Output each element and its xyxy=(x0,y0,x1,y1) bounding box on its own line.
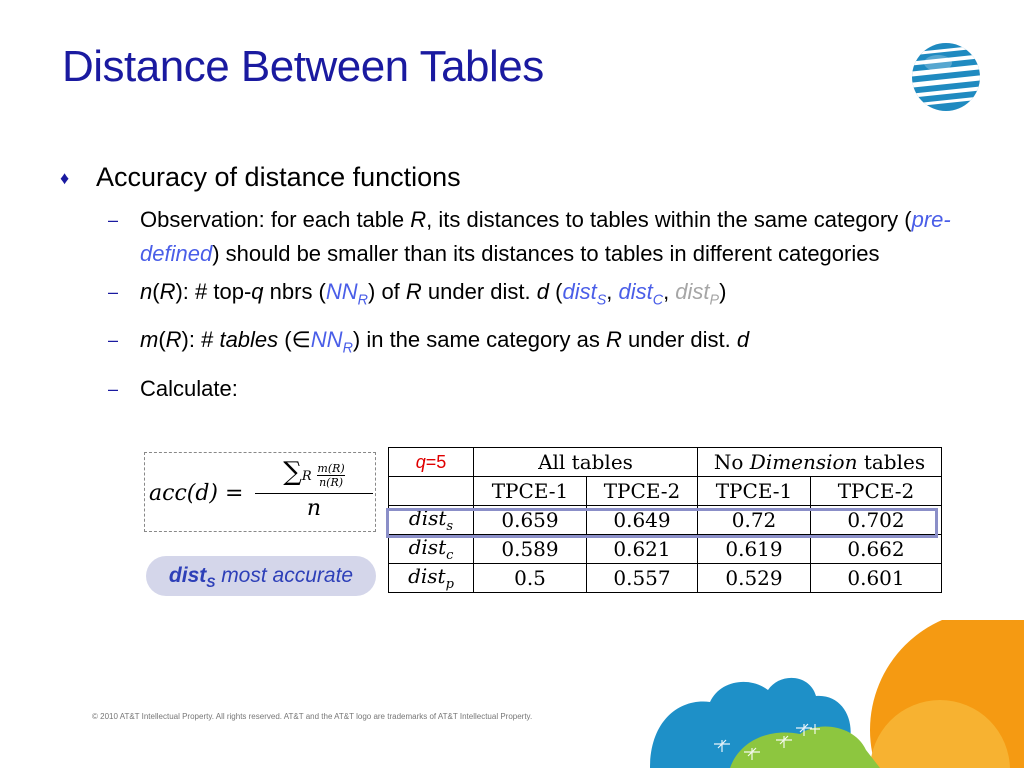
n-var: n xyxy=(140,279,153,304)
col-header: TPCE-2 xyxy=(811,477,942,506)
n-dist-c: dist xyxy=(618,279,653,304)
copyright-footer: © 2010 AT&T Intellectual Property. All rights reserved. AT&T and the AT&T logo are trademarks of AT&T Intellectual Property. xyxy=(92,712,533,721)
table-header-row xyxy=(389,448,942,477)
n-q: q xyxy=(251,279,264,304)
dash-bullet-icon: – xyxy=(108,378,119,399)
n-dist-s-sub: S xyxy=(596,292,607,309)
m-r: R xyxy=(165,327,182,353)
table-cell: 0.72 xyxy=(698,506,811,535)
table-cell: 0.659 xyxy=(474,506,587,535)
n-p6: ( xyxy=(549,279,563,304)
n-p7: ) xyxy=(719,279,727,304)
bullet-n-def xyxy=(60,275,980,317)
row-label: dist$_c$ xyxy=(389,535,474,564)
n-p1: ( xyxy=(152,279,160,304)
table-cell: 0.5 xyxy=(474,564,587,593)
att-globe-logo xyxy=(910,41,982,113)
formula-inner-den: n(R) xyxy=(319,475,344,489)
bullet-calculate xyxy=(60,372,980,406)
bullet-main xyxy=(60,162,980,193)
m-nn: NN xyxy=(310,327,343,353)
table-cell: 0.619 xyxy=(698,535,811,564)
accuracy-formula xyxy=(144,452,376,532)
n-p2: ): # top- xyxy=(175,279,252,304)
formula-numerator xyxy=(255,457,373,494)
table-row xyxy=(389,506,942,535)
obs-r: R xyxy=(410,207,427,232)
table-cell: 0.529 xyxy=(698,564,811,593)
n-p4: ) of xyxy=(368,279,406,304)
col-header: TPCE-1 xyxy=(698,477,811,506)
m-p4: ) in the same category as xyxy=(352,327,607,353)
formula-inner-num: m(R) xyxy=(317,461,345,475)
n-nn: NN xyxy=(325,279,358,304)
bullet-m-def xyxy=(60,323,980,365)
table-row xyxy=(389,535,942,564)
row-label: dist$_s$ xyxy=(389,506,474,535)
m-p3: (∈ xyxy=(278,327,311,353)
calc-text: Calculate: xyxy=(140,375,238,401)
col-header: TPCE-1 xyxy=(474,477,587,506)
n-p3: nbrs ( xyxy=(263,279,326,304)
formula-fraction xyxy=(255,457,373,521)
group-no-dimension xyxy=(698,448,942,477)
group2-b: Dimension xyxy=(749,450,858,474)
note-pill xyxy=(146,556,376,596)
cloud-decoration xyxy=(640,620,1024,768)
n-dist-c-sub: C xyxy=(652,292,664,309)
table-cell: 0.589 xyxy=(474,535,587,564)
m-var: m xyxy=(140,327,159,353)
obs-predefined: pre-defined xyxy=(140,207,951,266)
m-nn-sub: R xyxy=(342,340,353,357)
formula-lhs: acc(d) = xyxy=(149,481,244,506)
empty-cell xyxy=(389,477,474,506)
n-dist-p: dist xyxy=(675,279,710,304)
table-cell: 0.702 xyxy=(811,506,942,535)
table-cell: 0.557 xyxy=(587,564,698,593)
formula-denominator: n xyxy=(306,495,322,521)
dash-bullet-icon: – xyxy=(108,282,119,302)
diamond-bullet-icon: ♦ xyxy=(60,168,70,188)
dash-bullet-icon: – xyxy=(108,330,119,351)
obs-text-b: , its distances to tables within the same category ( xyxy=(426,207,912,232)
obs-text-a: Observation: for each table xyxy=(140,207,411,232)
formula-sum: ∑ xyxy=(283,457,302,487)
slide-body xyxy=(60,162,980,406)
bullet-observation xyxy=(60,203,980,271)
group-all-tables: All tables xyxy=(474,448,698,477)
formula-inner-fraction xyxy=(317,462,344,489)
n-p5: under dist. xyxy=(421,279,537,304)
n-nn-sub: R xyxy=(357,292,368,309)
q-label-cell: q=5 xyxy=(389,448,474,477)
table-col-row xyxy=(389,477,942,506)
n-dist-s: dist xyxy=(562,279,597,304)
m-d: d xyxy=(736,327,750,353)
col-header: TPCE-2 xyxy=(587,477,698,506)
table-row xyxy=(389,564,942,593)
n-dist-p-sub: P xyxy=(709,292,720,309)
slide-title: Distance Between Tables xyxy=(62,42,544,91)
formula-sum-sub: R xyxy=(301,469,312,484)
n-sep2: , xyxy=(663,279,676,304)
obs-text-c: ) should be smaller than its distances to tables in different categories xyxy=(212,241,880,266)
results-table xyxy=(388,447,942,593)
table-cell: 0.601 xyxy=(811,564,942,593)
n-r: R xyxy=(159,279,176,304)
table-cell: 0.649 xyxy=(587,506,698,535)
pill-dist: dist xyxy=(168,564,207,587)
pill-text: most accurate xyxy=(215,564,354,587)
q-label: =5 xyxy=(425,451,447,472)
group2-c: tables xyxy=(857,450,926,474)
n-r2: R xyxy=(405,279,422,304)
group2-a: No xyxy=(713,450,750,474)
m-p2: ): # xyxy=(181,327,220,353)
pill-sub: S xyxy=(206,575,216,591)
row-label: dist$_p$ xyxy=(389,564,474,593)
dash-bullet-icon: – xyxy=(108,210,119,230)
n-d: d xyxy=(536,279,549,304)
m-p1: ( xyxy=(158,327,166,353)
m-r2: R xyxy=(606,327,622,353)
m-p5: under dist. xyxy=(621,327,737,353)
n-sep1: , xyxy=(606,279,619,304)
table-cell: 0.662 xyxy=(811,535,942,564)
table-cell: 0.621 xyxy=(587,535,698,564)
m-tables: tables xyxy=(219,327,279,353)
bullet-main-text: Accuracy of distance functions xyxy=(96,162,461,192)
